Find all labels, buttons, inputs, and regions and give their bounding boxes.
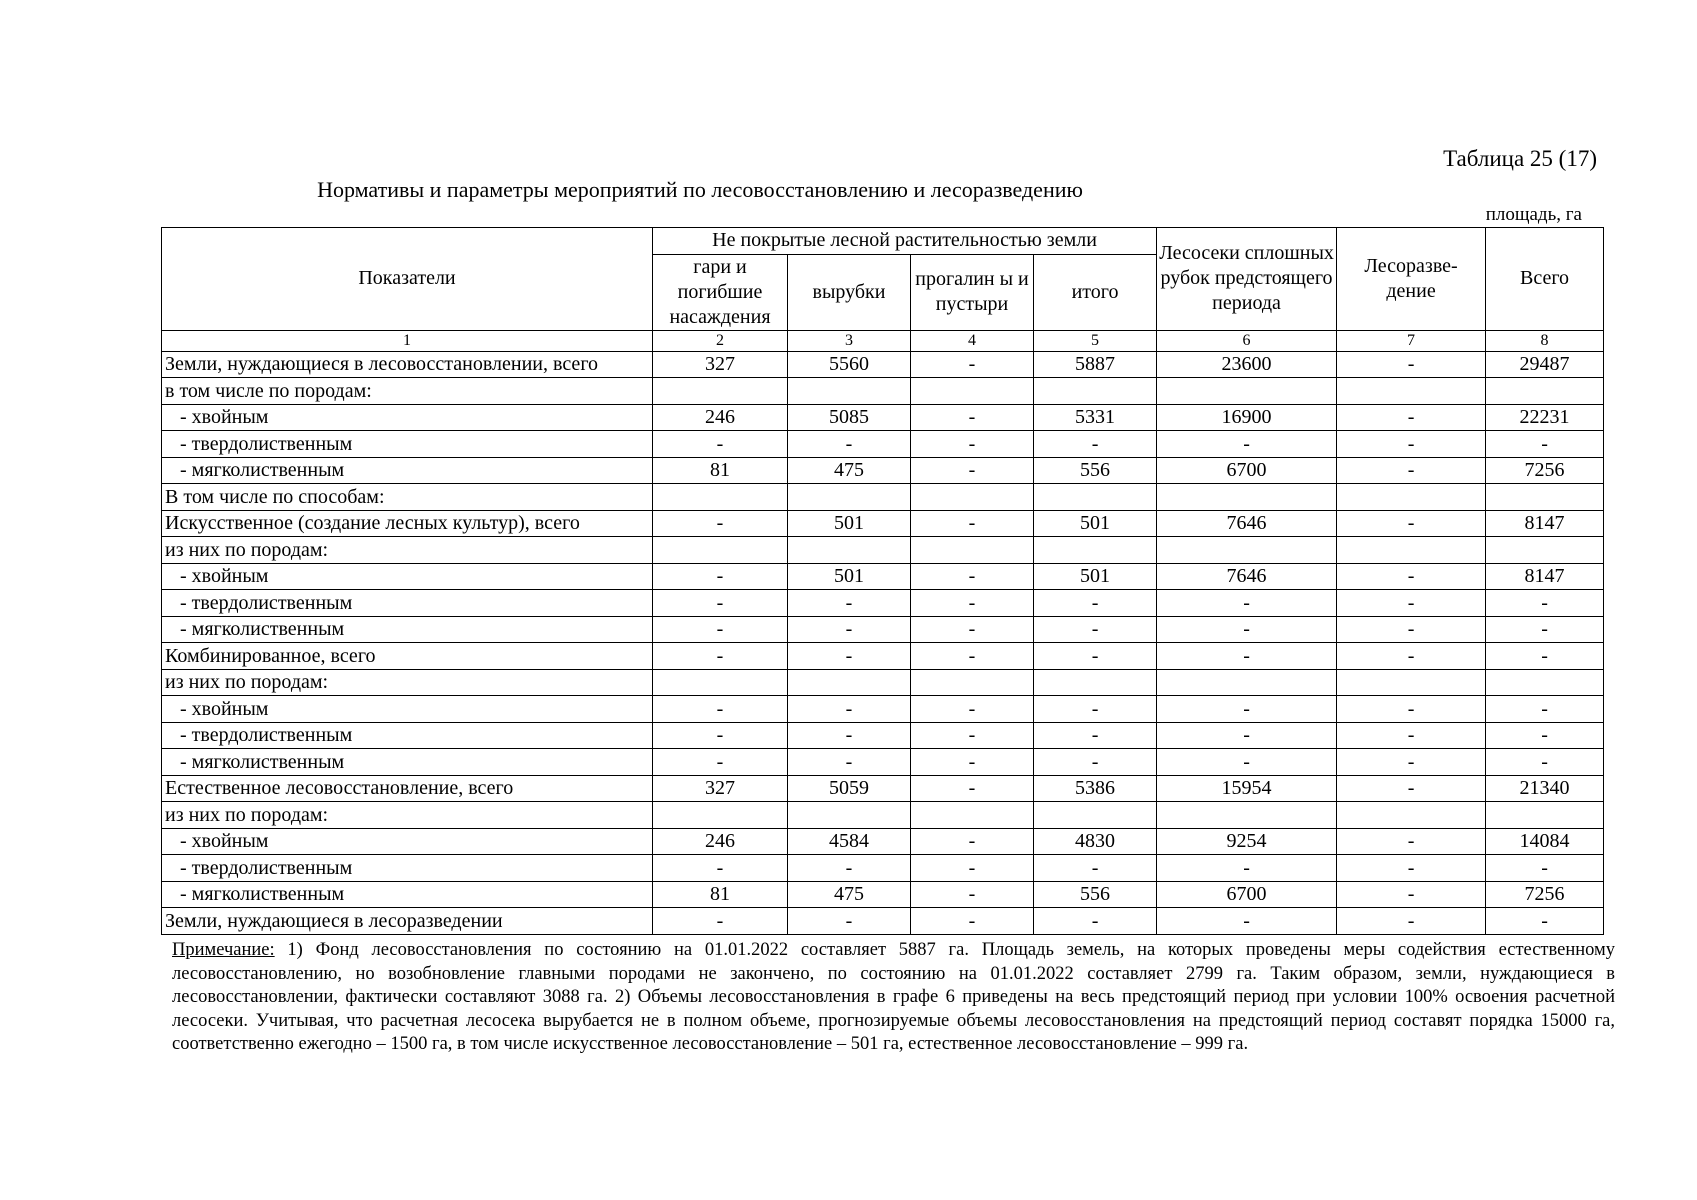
table-cell: - (1337, 431, 1486, 458)
table-cell (1486, 802, 1604, 829)
table-title: Нормативы и параметры мероприятий по лесовосстановлению и лесоразведению (317, 177, 1083, 202)
table-cell: 21340 (1486, 775, 1604, 802)
table-cell (788, 378, 911, 405)
table-cell: 501 (1034, 563, 1157, 590)
table-cell (1034, 802, 1157, 829)
column-number: 8 (1486, 330, 1604, 351)
table-cell: 5059 (788, 775, 911, 802)
table-cell (1034, 669, 1157, 696)
table-cell: - (1157, 643, 1337, 670)
row-label: - твердолиственным (162, 722, 653, 749)
table-row (162, 669, 1604, 696)
row-label: - хвойным (162, 563, 653, 590)
row-label: из них по породам: (162, 802, 653, 829)
table-cell (1337, 484, 1486, 511)
table-cell (653, 802, 788, 829)
table-cell: - (911, 749, 1034, 776)
table-row (162, 802, 1604, 829)
table-cell (1157, 378, 1337, 405)
table-cell: - (788, 855, 911, 882)
row-label: - твердолиственным (162, 855, 653, 882)
table-cell: 81 (653, 881, 788, 908)
table-row (162, 908, 1604, 935)
table-row (162, 351, 1604, 378)
table-body (162, 351, 1604, 934)
table-cell: - (788, 722, 911, 749)
table-row (162, 378, 1604, 405)
table-row (162, 616, 1604, 643)
table-cell (1157, 802, 1337, 829)
table-cell: - (911, 828, 1034, 855)
table-cell (1034, 378, 1157, 405)
table-cell: - (911, 696, 1034, 723)
table-cell: - (788, 590, 911, 617)
table-cell: 556 (1034, 457, 1157, 484)
table-cell (1034, 537, 1157, 564)
header-total: Всего (1486, 228, 1604, 331)
row-label: - твердолиственным (162, 431, 653, 458)
table-cell: - (1337, 775, 1486, 802)
table-cell: 29487 (1486, 351, 1604, 378)
table-cell: - (911, 457, 1034, 484)
table-cell: - (1337, 563, 1486, 590)
row-label: - хвойным (162, 404, 653, 431)
column-numbers-row (162, 330, 1604, 351)
table-cell (1337, 802, 1486, 829)
table-cell: - (653, 510, 788, 537)
table-cell: 4830 (1034, 828, 1157, 855)
table-row (162, 643, 1604, 670)
table-cell (911, 537, 1034, 564)
table-cell: - (653, 722, 788, 749)
table-cell: - (1337, 616, 1486, 643)
table-cell: 475 (788, 457, 911, 484)
table-cell: 9254 (1157, 828, 1337, 855)
column-number: 5 (1034, 330, 1157, 351)
table-number: Таблица 25 (17) (1443, 146, 1597, 171)
table-row (162, 537, 1604, 564)
table-cell: 5560 (788, 351, 911, 378)
table-cell: - (911, 722, 1034, 749)
table-cell: 246 (653, 828, 788, 855)
table-row (162, 722, 1604, 749)
table-cell: - (1486, 590, 1604, 617)
table-cell: 81 (653, 457, 788, 484)
table-cell (1337, 669, 1486, 696)
table-cell: - (1486, 855, 1604, 882)
table-row (162, 457, 1604, 484)
table-cell: - (1157, 722, 1337, 749)
table-cell (788, 669, 911, 696)
table-cell: - (1337, 696, 1486, 723)
table-cell: - (788, 643, 911, 670)
units-label: площадь, га (1485, 204, 1582, 225)
table-cell: 4584 (788, 828, 911, 855)
table-note (172, 939, 1615, 1057)
table-row (162, 881, 1604, 908)
table-cell: - (1157, 616, 1337, 643)
table-cell: - (653, 431, 788, 458)
row-label: В том числе по способам: (162, 484, 653, 511)
table-cell (653, 378, 788, 405)
table-cell (1486, 537, 1604, 564)
header-clear-cut: Лесосеки сплошных рубок предстоящего периода (1157, 228, 1337, 331)
table-cell: 327 (653, 775, 788, 802)
row-label: - хвойным (162, 828, 653, 855)
table-row (162, 828, 1604, 855)
table-cell (911, 484, 1034, 511)
table-cell (788, 802, 911, 829)
note-label: Примечание: (172, 940, 275, 960)
table-cell: - (1157, 431, 1337, 458)
table-cell: - (1486, 696, 1604, 723)
table-cell: 16900 (1157, 404, 1337, 431)
row-label: - мягколиственным (162, 881, 653, 908)
table-cell: - (788, 431, 911, 458)
table-cell: - (911, 431, 1034, 458)
table-cell: - (1034, 855, 1157, 882)
table-cell: - (1337, 722, 1486, 749)
table-cell: - (788, 696, 911, 723)
table-cell: - (653, 749, 788, 776)
table-row (162, 404, 1604, 431)
table-row (162, 510, 1604, 537)
table-cell: - (1486, 643, 1604, 670)
table-cell: - (1034, 696, 1157, 723)
table-cell (653, 669, 788, 696)
table-cell: 7646 (1157, 510, 1337, 537)
table-cell: - (1486, 722, 1604, 749)
table-cell: 501 (1034, 510, 1157, 537)
row-label: Земли, нуждающиеся в лесоразведении (162, 908, 653, 935)
table-cell: - (1337, 590, 1486, 617)
table-cell (1486, 669, 1604, 696)
table-cell: - (653, 908, 788, 935)
table-cell: - (1034, 590, 1157, 617)
table-row (162, 696, 1604, 723)
table-cell (653, 537, 788, 564)
table-cell: 6700 (1157, 881, 1337, 908)
header-burned: гари и погибшие насаждения (653, 254, 788, 330)
table-cell: 5386 (1034, 775, 1157, 802)
table-cell: - (911, 855, 1034, 882)
table-cell: - (1486, 749, 1604, 776)
table-cell (788, 537, 911, 564)
note-text: 1) Фонд лесовосстановления по состоянию на 01.01.2022 составляет 5887 га. Площадь земель, на которых проведены меры содействия естественному лесовосстановлению, но возобновление главными породами не закончено, по состоянию на 01.01.2022 составляет 2799 га. Таким образом, земли, нуждающиеся в лесовосстановлении, фактически составляют 3088 га. 2) Объемы лесовосстановления в графе 6 приведены на весь предстоящий период при условии 100% освоения расчетной лесосеки. Учитывая, что расчетная лесосека вырубается не в полном объеме, прогнозируемые объемы лесовосстановления на предстоящий период составят порядка 15000 га, соответственно ежегодно – 1500 га, в том числе искусственное лесовосстановление – 501 га, естественное лесовосстановление – 999 га. (172, 940, 1615, 1054)
table-cell (911, 378, 1034, 405)
row-label: Искусственное (создание лесных культур), всего (162, 510, 653, 537)
table-cell: - (788, 908, 911, 935)
table-cell: - (1337, 351, 1486, 378)
table-cell (1157, 669, 1337, 696)
table-cell (788, 484, 911, 511)
table-cell: - (1337, 404, 1486, 431)
table-cell: 5085 (788, 404, 911, 431)
table-cell: - (1337, 457, 1486, 484)
table-cell (1034, 484, 1157, 511)
table-cell: - (1337, 828, 1486, 855)
table-cell: - (911, 881, 1034, 908)
table-cell: - (653, 563, 788, 590)
table-cell: - (1157, 908, 1337, 935)
table-cell: 7256 (1486, 881, 1604, 908)
table-cell: - (911, 616, 1034, 643)
table-cell: 501 (788, 563, 911, 590)
table-cell: - (1486, 908, 1604, 935)
table-cell: - (1034, 643, 1157, 670)
row-label: в том числе по породам: (162, 378, 653, 405)
header-indicators: Показатели (162, 228, 653, 331)
table-cell: - (1337, 510, 1486, 537)
column-number: 3 (788, 330, 911, 351)
table-cell: - (911, 908, 1034, 935)
table-cell: - (911, 775, 1034, 802)
table-cell: 23600 (1157, 351, 1337, 378)
table-cell (653, 484, 788, 511)
table-cell: - (788, 616, 911, 643)
column-number: 6 (1157, 330, 1337, 351)
table-cell: - (911, 404, 1034, 431)
table-cell: 15954 (1157, 775, 1337, 802)
header-afforestation: Лесоразве- дение (1337, 228, 1486, 331)
table-cell: - (653, 696, 788, 723)
forest-restoration-table (161, 227, 1604, 935)
table-cell: - (1337, 908, 1486, 935)
table-cell: - (911, 590, 1034, 617)
table-row (162, 775, 1604, 802)
table-row (162, 431, 1604, 458)
row-label: Естественное лесовосстановление, всего (162, 775, 653, 802)
table-cell: 5331 (1034, 404, 1157, 431)
table-cell (911, 802, 1034, 829)
table-cell: - (1337, 855, 1486, 882)
table-cell: 475 (788, 881, 911, 908)
row-label: из них по породам: (162, 669, 653, 696)
table-cell: - (911, 351, 1034, 378)
row-label: - твердолиственным (162, 590, 653, 617)
table-row (162, 563, 1604, 590)
column-number: 4 (911, 330, 1034, 351)
table-cell: 7646 (1157, 563, 1337, 590)
table-cell: - (653, 643, 788, 670)
row-label: Комбинированное, всего (162, 643, 653, 670)
row-label: - мягколиственным (162, 749, 653, 776)
header-group-not-covered: Не покрытые лесной растительностью земли (653, 228, 1157, 255)
table-cell (1157, 537, 1337, 564)
table-cell (1337, 537, 1486, 564)
table-cell: - (653, 855, 788, 882)
table-cell: - (1337, 749, 1486, 776)
column-number: 2 (653, 330, 788, 351)
table-cell: - (1157, 696, 1337, 723)
table-cell: 7256 (1486, 457, 1604, 484)
table-cell: 5887 (1034, 351, 1157, 378)
table-cell: - (1157, 855, 1337, 882)
table-cell (1486, 378, 1604, 405)
table-cell: 246 (653, 404, 788, 431)
row-label: - мягколиственным (162, 457, 653, 484)
header-glades: прогалин ы и пустыри (911, 254, 1034, 330)
table-cell: 556 (1034, 881, 1157, 908)
table-cell: - (911, 643, 1034, 670)
row-label: - мягколиственным (162, 616, 653, 643)
table-cell (1157, 484, 1337, 511)
table-cell: - (788, 749, 911, 776)
table-cell: - (1034, 431, 1157, 458)
table-cell: 8147 (1486, 510, 1604, 537)
table-cell: - (1486, 431, 1604, 458)
table-cell: - (653, 616, 788, 643)
table-cell: - (911, 510, 1034, 537)
table-cell: - (1034, 749, 1157, 776)
table-cell: 14084 (1486, 828, 1604, 855)
table-cell: - (1337, 643, 1486, 670)
table-cell: 8147 (1486, 563, 1604, 590)
row-label: Земли, нуждающиеся в лесовосстановлении, всего (162, 351, 653, 378)
column-number: 1 (162, 330, 653, 351)
table-cell: - (1034, 616, 1157, 643)
row-label: - хвойным (162, 696, 653, 723)
table-cell: - (1337, 881, 1486, 908)
table-row (162, 855, 1604, 882)
table-cell (911, 669, 1034, 696)
table-cell: 501 (788, 510, 911, 537)
table-cell: 6700 (1157, 457, 1337, 484)
table-cell: - (911, 563, 1034, 590)
table-cell: - (1486, 616, 1604, 643)
table-cell: - (1157, 749, 1337, 776)
table-row (162, 590, 1604, 617)
table-cell: - (1034, 722, 1157, 749)
table-cell: 22231 (1486, 404, 1604, 431)
table-row (162, 749, 1604, 776)
header-subtotal: итого (1034, 254, 1157, 330)
table-row (162, 484, 1604, 511)
column-number: 7 (1337, 330, 1486, 351)
table-cell: - (1157, 590, 1337, 617)
row-label: из них по породам: (162, 537, 653, 564)
table-cell: 327 (653, 351, 788, 378)
table-cell (1337, 378, 1486, 405)
table-cell: - (653, 590, 788, 617)
header-cuttings: вырубки (788, 254, 911, 330)
table-cell (1486, 484, 1604, 511)
table-cell: - (1034, 908, 1157, 935)
